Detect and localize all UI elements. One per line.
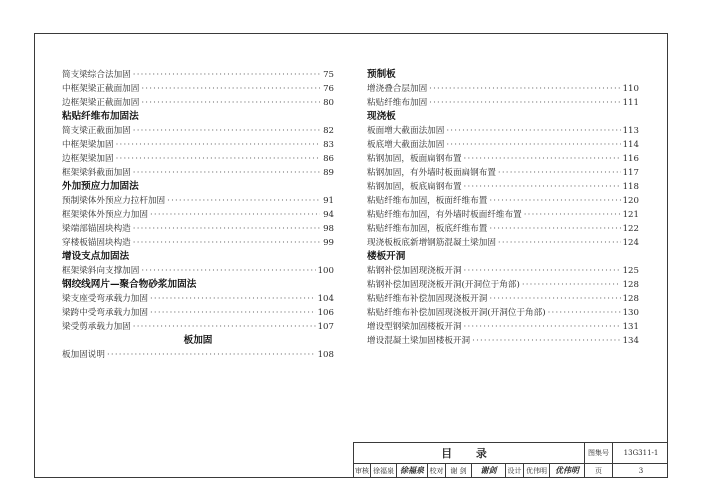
- toc-entry: [367, 82, 639, 96]
- check-label: 校对: [429, 466, 444, 475]
- toc-entry-title: 粘钢加固，板面扁钢布置: [367, 154, 462, 164]
- design-label-cell: [506, 463, 524, 478]
- check-label-cell: [428, 463, 446, 478]
- toc-entry-title: 梁支座受弯承载力加固: [62, 294, 148, 304]
- toc-entry: [367, 320, 639, 334]
- toc-entry-page: 128: [622, 294, 639, 304]
- toc-entry-page: 98: [323, 224, 334, 234]
- toc-entry-page: 108: [317, 350, 334, 360]
- section-heading: 钢绞线网片—聚合物砂浆加固法: [62, 279, 197, 290]
- leader-dots: [133, 320, 316, 334]
- toc-entry-page: 99: [323, 238, 334, 248]
- toc-entry-title: 粘贴纤维布加固，有外墙时板面纤维布置: [367, 210, 522, 220]
- leader-dots: [116, 152, 320, 166]
- design-name-cell: [524, 463, 550, 478]
- toc-entry-title: 增浇叠合层加固: [367, 84, 428, 94]
- toc-entry-title: 粘贴纤维布加固: [367, 98, 428, 108]
- toc-entry-page: 128: [622, 280, 639, 290]
- page-no-cell: [613, 463, 669, 478]
- toc-entry: [62, 348, 334, 362]
- leader-dots: [141, 96, 320, 110]
- toc-entry-page: 113: [622, 126, 639, 136]
- page-label: 页: [595, 466, 602, 475]
- toc-entry-title: 粘钢补偿加固现浇板开洞: [367, 266, 462, 276]
- leader-dots: [133, 236, 320, 250]
- toc-entry-title: 简支梁正截面加固: [62, 126, 131, 136]
- toc-entry-title: 中框架梁加固: [62, 140, 114, 150]
- toc-entry-title: 增设型钢梁加固楼板开洞: [367, 322, 462, 332]
- check-signature: 谢剑: [480, 465, 497, 475]
- leader-dots: [446, 124, 620, 138]
- leader-dots: [446, 138, 620, 152]
- toc-entry-title: 边框架梁加固: [62, 154, 114, 164]
- leader-dots: [133, 166, 320, 180]
- section-heading: 增设支点加固法: [62, 251, 130, 262]
- toc-entry-title: 粘贴纤维布加固，板面纤维布置: [367, 196, 488, 206]
- leader-dots: [116, 138, 320, 152]
- toc-entry: [62, 222, 334, 236]
- leader-dots: [150, 306, 316, 320]
- toc-entry-title: 板加固说明: [62, 350, 105, 360]
- toc-entry-page: 131: [622, 322, 639, 332]
- toc-entry-page: 86: [323, 154, 334, 164]
- review-name: 徐福泉: [373, 466, 394, 475]
- atlas-no-cell: [613, 443, 669, 463]
- toc-entry: [62, 96, 334, 110]
- toc-entry-title: 框架梁斜截面加固: [62, 168, 131, 178]
- toc-entry: [62, 292, 334, 306]
- toc-entry: [367, 264, 639, 278]
- page-label-cell: [585, 463, 613, 478]
- toc-entry: [62, 166, 334, 180]
- toc-entry-page: 118: [622, 182, 639, 192]
- check-name-cell: [446, 463, 472, 478]
- atlas-no-label: 图集号: [588, 449, 609, 457]
- toc-entry: [367, 166, 639, 180]
- toc-entry-title: 粘钢加固，板底扁钢布置: [367, 182, 462, 192]
- toc-entry-page: 122: [622, 224, 639, 234]
- leader-dots: [133, 222, 320, 236]
- toc-entry-page: 111: [622, 98, 639, 108]
- toc-entry-page: 120: [622, 196, 639, 206]
- check-signature-cell: [472, 463, 506, 478]
- toc-entry: [62, 306, 334, 320]
- toc-entry-title: 穿楼板锚固块构造: [62, 238, 131, 248]
- toc-entry-title: 粘钢补偿加固现浇板开洞(开洞位于角部): [367, 280, 520, 290]
- review-signature: 徐福泉: [400, 465, 424, 475]
- leader-dots: [464, 180, 621, 194]
- toc-entry-page: 117: [622, 168, 639, 178]
- toc-entry-page: 114: [622, 140, 639, 150]
- leader-dots: [141, 82, 320, 96]
- toc-entry-page: 75: [323, 70, 334, 80]
- leader-dots: [429, 82, 620, 96]
- title-block: [353, 442, 668, 478]
- toc-entry: [367, 236, 639, 250]
- title-block-row-bottom: [354, 463, 668, 478]
- toc-entry-page: 121: [622, 210, 639, 220]
- toc-entry: [62, 138, 334, 152]
- leader-dots: [429, 96, 620, 110]
- leader-dots: [498, 236, 621, 250]
- leader-dots: [141, 264, 315, 278]
- review-label: 审核: [355, 466, 369, 475]
- toc-entry: [62, 124, 334, 138]
- leader-dots: [464, 320, 621, 334]
- toc-entry-title: 粘贴纤维布加固，板底纤维布置: [367, 224, 488, 234]
- leader-dots: [472, 334, 620, 348]
- toc-entry-title: 板底增大截面法加固: [367, 140, 445, 150]
- toc-entry-page: 116: [622, 154, 639, 164]
- toc-entry: [62, 320, 334, 334]
- section-heading: 楼板开洞: [367, 251, 406, 262]
- toc-entry-title: 板面增大截面法加固: [367, 126, 445, 136]
- section-heading: 外加预应力加固法: [62, 181, 139, 192]
- toc-entry-title: 简支梁综合法加固: [62, 70, 131, 80]
- toc-entry: [62, 264, 334, 278]
- toc-entry: [367, 180, 639, 194]
- design-name: 优伟明: [526, 466, 547, 475]
- leader-dots: [150, 208, 320, 222]
- title-cell: [354, 443, 585, 463]
- toc-entry-page: 100: [317, 266, 334, 276]
- toc-entry-title: 梁跨中受弯承载力加固: [62, 308, 148, 318]
- title-block-row-top: [354, 443, 668, 464]
- leader-dots: [464, 264, 621, 278]
- toc-entry-page: 130: [622, 308, 639, 318]
- toc-entry: [367, 208, 639, 222]
- toc-entry: [62, 236, 334, 250]
- toc-entry: [367, 96, 639, 110]
- toc-entry-page: 91: [323, 196, 334, 206]
- atlas-no: 13G311-1: [623, 449, 659, 457]
- toc-entry-page: 80: [323, 98, 334, 108]
- toc-entry: [62, 68, 334, 82]
- check-name: 谢 剑: [450, 466, 467, 475]
- toc-entry: [62, 152, 334, 166]
- design-signature: 优伟明: [555, 465, 579, 475]
- leader-dots: [150, 292, 316, 306]
- toc-entry-page: 106: [317, 308, 334, 318]
- section-heading: 粘贴纤维布加固法: [62, 111, 139, 122]
- toc-entry-title: 框架梁体外预应力加固: [62, 210, 148, 220]
- leader-dots: [489, 292, 620, 306]
- section-heading: 板加固: [183, 335, 213, 346]
- toc-entry-title: 粘钢加固，有外墙时板面扁钢布置: [367, 168, 496, 178]
- toc-entry-page: 107: [317, 322, 334, 332]
- leader-dots: [524, 208, 621, 222]
- toc-entry-page: 134: [622, 336, 639, 346]
- leader-dots: [167, 194, 320, 208]
- toc-entry-page: 76: [323, 84, 334, 94]
- toc-entry-title: 框架梁斜向支撑加固: [62, 266, 140, 276]
- review-name-cell: [371, 463, 397, 478]
- toc-entry: [367, 138, 639, 152]
- toc-entry-title: 粘贴纤维布补偿加固现浇板开洞: [367, 294, 488, 304]
- toc-entry: [62, 82, 334, 96]
- toc-entry-page: 82: [323, 126, 334, 136]
- review-signature-cell: [397, 463, 428, 478]
- design-label: 设计: [507, 466, 522, 475]
- toc-entry-page: 124: [622, 238, 639, 248]
- section-heading: 预制板: [367, 69, 396, 80]
- toc-entry: [367, 124, 639, 138]
- leader-dots: [133, 124, 320, 138]
- leader-dots: [133, 68, 320, 82]
- toc-entry-title: 梁端部锚固块构造: [62, 224, 131, 234]
- leader-dots: [548, 306, 621, 320]
- toc-entry: [62, 208, 334, 222]
- atlas-label-cell: [585, 443, 613, 463]
- toc-entry-page: 110: [622, 84, 639, 94]
- toc-entry: [367, 334, 639, 348]
- leader-dots: [489, 222, 620, 236]
- toc-entry-page: 83: [323, 140, 334, 150]
- toc-entry-page: 104: [317, 294, 334, 304]
- toc-entry: [367, 306, 639, 320]
- toc-entry-title: 粘贴纤维布补偿加固现浇板开洞(开洞位于角部): [367, 308, 546, 318]
- toc-entry-title: 边框架梁正截面加固: [62, 98, 140, 108]
- toc-entry-page: 89: [323, 168, 334, 178]
- leader-dots: [522, 278, 621, 292]
- sheet-title: 目 录: [441, 447, 497, 460]
- leader-dots: [107, 348, 316, 362]
- toc-entry-title: 增设混凝土梁加固楼板开洞: [367, 336, 471, 346]
- toc-entry-page: 125: [622, 266, 639, 276]
- toc-entry-title: 预制梁体外预应力拉杆加固: [62, 196, 166, 206]
- toc-entry: [367, 152, 639, 166]
- toc-entry: [62, 194, 334, 208]
- section-heading: 现浇板: [367, 111, 396, 122]
- toc-left-column: [62, 68, 334, 362]
- toc-entry-title: 中框架梁正截面加固: [62, 84, 140, 94]
- toc-entry-page: 94: [323, 210, 334, 220]
- page-number: 3: [638, 466, 644, 475]
- review-label-cell: [354, 463, 371, 478]
- toc-entry-title: 梁受剪承载力加固: [62, 322, 131, 332]
- toc-right-column: [367, 68, 639, 348]
- design-signature-cell: [550, 463, 585, 478]
- leader-dots: [464, 152, 621, 166]
- toc-entry: [367, 292, 639, 306]
- leader-dots: [498, 166, 621, 180]
- toc-entry-title: 现浇板板底新增钢筋混凝土梁加固: [367, 238, 496, 248]
- toc-entry: [367, 194, 639, 208]
- toc-entry: [367, 222, 639, 236]
- leader-dots: [489, 194, 620, 208]
- toc-entry: [367, 278, 639, 292]
